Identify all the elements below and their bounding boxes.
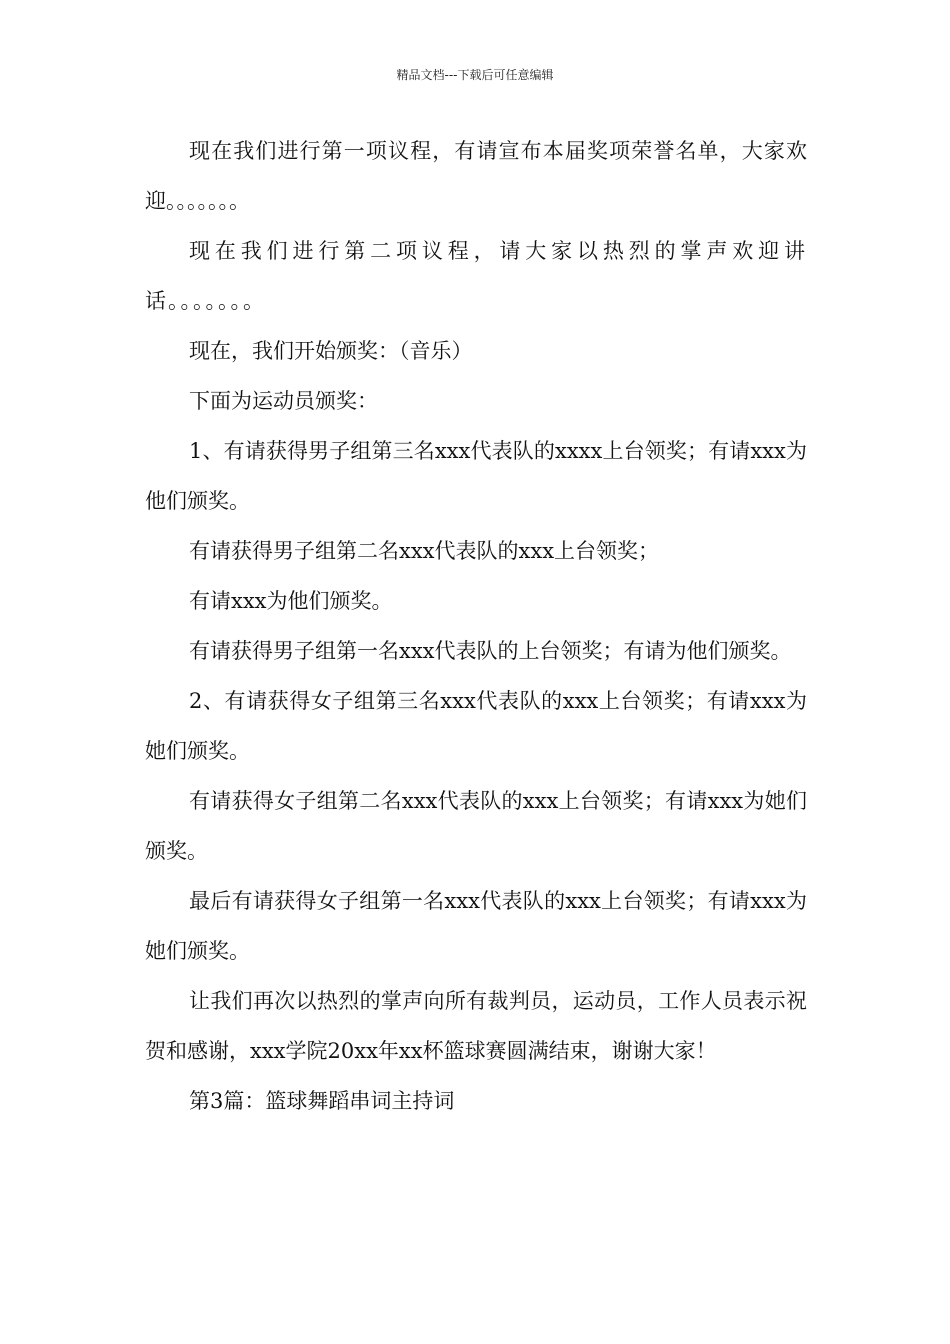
paragraph-men-second: 有请获得男子组第二名xxx代表队的xxx上台领奖；: [189, 539, 660, 563]
page-header: 精品文档---下载后可任意编辑: [396, 68, 554, 82]
paragraph-athlete-awards: 下面为运动员颁奖：: [189, 389, 378, 413]
paragraph-next-section-title: 第3篇：篮球舞蹈串词主持词: [189, 1089, 455, 1113]
paragraph-agenda-2: 现在我们进行第二项议程，请大家以热烈的掌声欢迎讲话。。。。。。。: [145, 239, 807, 313]
paragraph-men-third: 1、有请获得男子组第三名xxx代表队的xxxx上台领奖；有请xxx为他们颁奖。: [145, 439, 807, 513]
paragraph-men-second-presenter: 有请xxx为他们颁奖。: [189, 589, 393, 613]
paragraph-agenda-1: 现在我们进行第一项议程，有请宣布本届奖项荣誉名单，大家欢迎。。。。。。。: [145, 139, 807, 213]
paragraph-closing: 让我们再次以热烈的掌声向所有裁判员，运动员，工作人员表示祝贺和感谢，xxx学院20xx年xx杯篮球赛圆满结束，谢谢大家！: [145, 989, 807, 1063]
paragraph-women-second: 有请获得女子组第二名xxx代表队的xxx上台领奖；有请xxx为她们颁奖。: [145, 789, 807, 863]
document-body: [145, 126, 807, 1126]
paragraph-women-third: 2、有请获得女子组第三名xxx代表队的xxx上台领奖；有请xxx为她们颁奖。: [145, 689, 807, 763]
paragraph-women-first: 最后有请获得女子组第一名xxx代表队的xxx上台领奖；有请xxx为她们颁奖。: [145, 889, 807, 963]
paragraph-men-first: 有请获得男子组第一名xxx代表队的上台领奖；有请为他们颁奖。: [189, 639, 792, 663]
paragraph-award-start: 现在，我们开始颁奖：（音乐）: [189, 339, 473, 363]
